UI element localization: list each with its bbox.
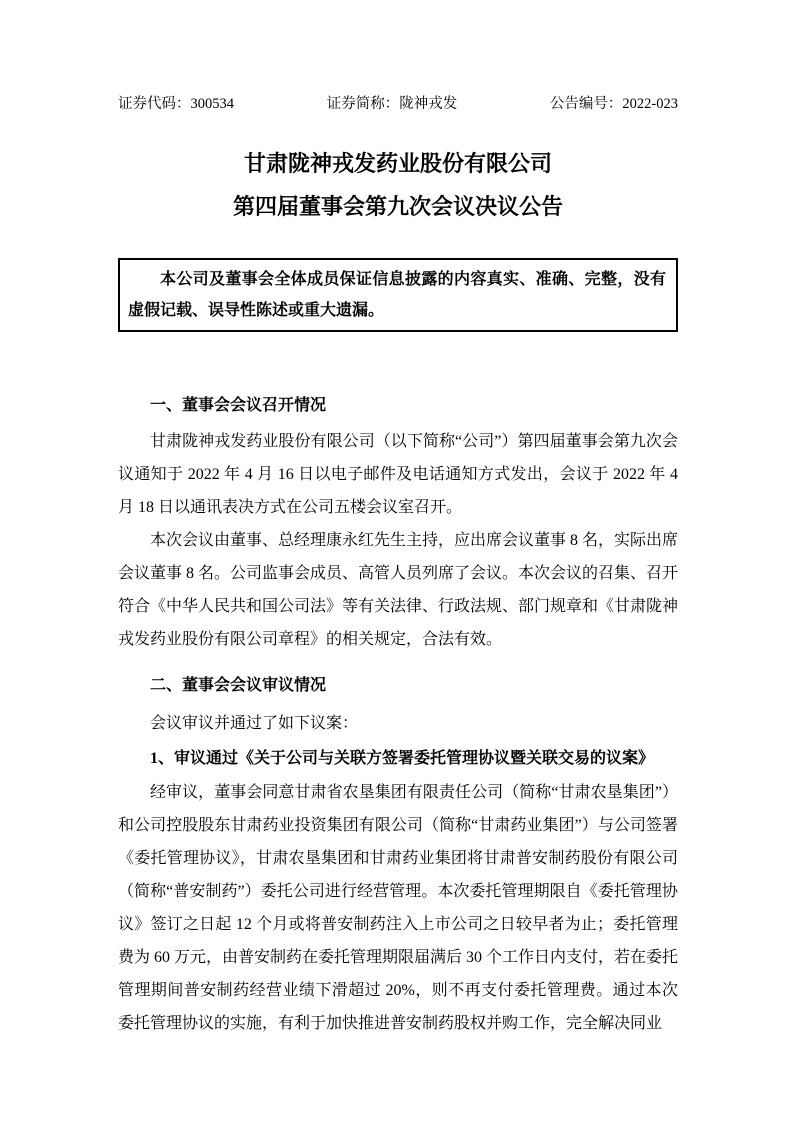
- disclosure-notice-box: [118, 258, 678, 332]
- section2-heading: 二、董事会会议审议情况: [150, 677, 327, 694]
- document-title: [118, 142, 678, 228]
- resolution1-paragraph: 经审议，董事会同意甘肃省农垦集团有限责任公司（简称“甘肃农垦集团”）和公司控股股东甘肃药业投资集团有限公司（简称“甘肃药业集团”）与公司签署《委托管理协议》，甘肃农垦集团和甘肃药业集团将甘肃普安制药股份有限公司（简称“普安制药”）委托公司进行经营管理。本次委托管理期限自《委托管理协议》签订之日起 12 个月或将普安制药注入上市公司之日较早者为止；委托管理费为 60 万元，由普安制药在委托管理期限届满后 30 个工作日内支付，若在委托管理期间普安制药经营业绩下滑超过 20%，则不再支付委托管理费。通过本次委托管理协议的实施，有利于加快推进普安制药股权并购工作，完全解决同业: [118, 784, 679, 1032]
- stock-name: 证券简称：陇神戎发: [326, 96, 458, 112]
- disclosure-notice-text: 本公司及董事会全体成员保证信息披露的内容真实、准确、完整，没有虚假记载、误导性陈述或重大遗漏。: [128, 271, 666, 319]
- section1-paragraph2: 本次会议由董事、总经理康永红先生主持，应出席会议董事 8 名，实际出席会议董事 8 名。公司监事会成员、高管人员列席了会议。本次会议的召集、召开符合《中华人民共和国公司法》等有关法律、行政法规、部门规章和《甘肃陇神戎发药业股份有限公司章程》的相关规定，合法有效。: [118, 532, 679, 648]
- section1-heading: 一、董事会会议召开情况: [150, 397, 327, 414]
- stock-code: 证券代码：300534: [118, 96, 234, 112]
- company-name-title: 甘肃陇神戎发药业股份有限公司: [243, 151, 552, 176]
- document-header: [118, 94, 678, 114]
- section1-paragraph1: 甘肃陇神戎发药业股份有限公司（以下简称“公司”）第四届董事会第九次会议通知于 2022 年 4 月 16 日以电子邮件及电话通知方式发出，会议于 2022 年 4 月 18 日以通讯表决方式在公司五楼会议室召开。: [118, 433, 678, 516]
- resolution1-heading: 1、审议通过《关于公司与关联方签署委托管理协议暨关联交易的议案》: [150, 750, 655, 767]
- announcement-number: 公告编号：2022-023: [549, 96, 678, 112]
- announcement-title: 第四届董事会第九次会议决议公告: [232, 194, 563, 219]
- section2-intro: 会议审议并通过了如下议案：: [150, 715, 359, 732]
